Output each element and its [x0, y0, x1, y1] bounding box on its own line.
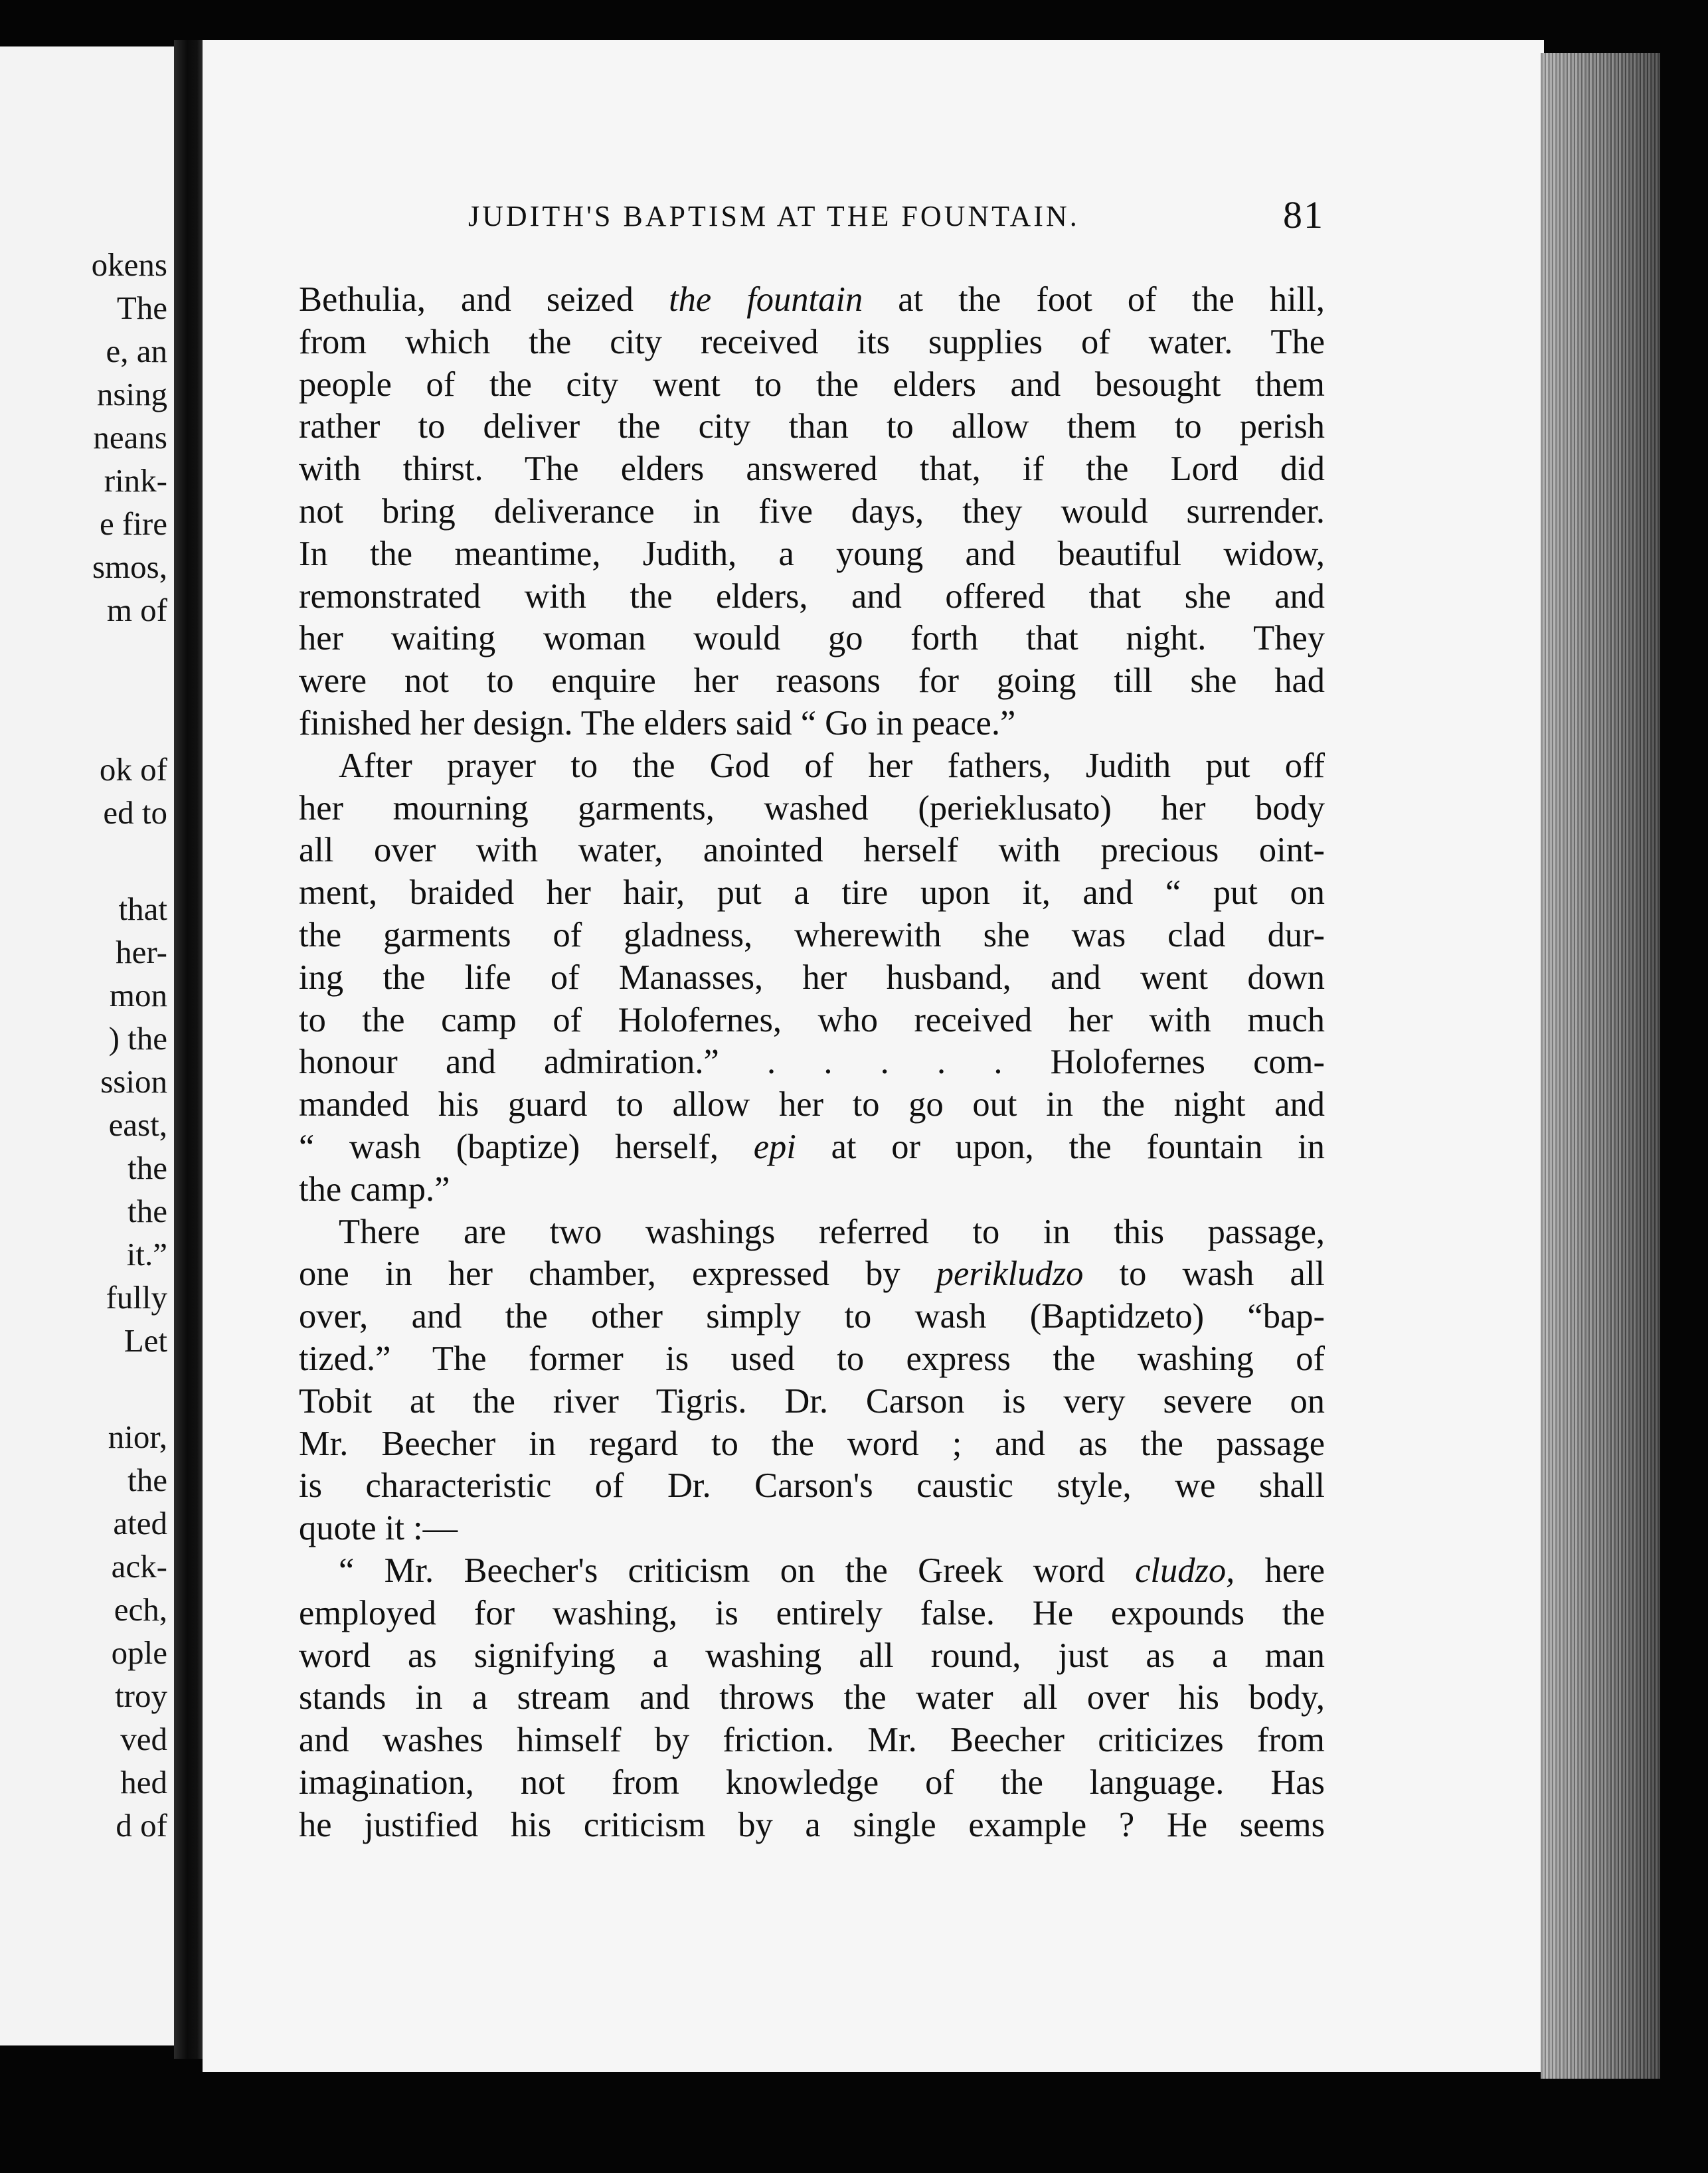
previous-page-line: smos,: [92, 549, 167, 585]
previous-page-line: The: [116, 290, 167, 326]
previous-page-line: neans: [93, 419, 167, 456]
text-line: [299, 1508, 1325, 1550]
previous-page-line: ople: [111, 1634, 167, 1671]
text-run: her waiting woman would go forth that night. They: [299, 619, 1325, 658]
text-run: to the camp of Holofernes, who received her with much: [299, 1000, 1325, 1039]
text-line: [299, 1762, 1325, 1804]
text-run: to wash all: [1083, 1255, 1325, 1294]
text-run: manded his guard to allow her to go out in the night and: [299, 1085, 1325, 1124]
previous-page-line: e fire: [100, 505, 167, 542]
previous-page-line: m of: [106, 592, 167, 628]
text-line: [299, 406, 1325, 448]
text-line: [299, 1550, 1325, 1593]
text-line: [299, 491, 1325, 533]
text-line: [299, 279, 1325, 321]
text-run: all over with water, anointed herself with precious oint-: [299, 831, 1325, 870]
previous-page-line: ated: [113, 1505, 167, 1541]
previous-page-line: ack-: [111, 1548, 167, 1585]
text-line: [299, 1338, 1325, 1381]
italic-term: cludzo,: [1135, 1551, 1235, 1590]
text-run: at the foot of the hill,: [863, 280, 1325, 319]
text-run: people of the city went to the elders and besought them: [299, 365, 1325, 404]
previous-page-line: the: [128, 1193, 167, 1229]
previous-page-line: d of: [116, 1807, 167, 1844]
previous-page-line: ok of: [99, 751, 167, 788]
previous-page-line: ved: [120, 1721, 167, 1757]
text-run: at or upon, the fountain in: [796, 1127, 1325, 1166]
previous-page-line: ech,: [114, 1591, 167, 1628]
text-line: [299, 1381, 1325, 1423]
text-run: quote it :—: [299, 1509, 458, 1548]
page-number: 81: [1283, 193, 1324, 236]
previous-page-line: e, an: [106, 333, 167, 369]
text-run: ing the life of Manasses, her husband, and went down: [299, 958, 1325, 997]
text-run: the camp.”: [299, 1170, 450, 1209]
text-run: ment, braided her hair, put a tire upon it, and “ put on: [299, 873, 1325, 913]
text-run: employed for washing, is entirely false. He expounds the: [299, 1593, 1325, 1632]
text-run: here: [1235, 1551, 1325, 1590]
text-run: honour and admiration.” . . . . . Holofernes com-: [299, 1043, 1325, 1082]
running-header: JUDITH'S BAPTISM AT THE FOUNTAIN.: [468, 200, 1080, 232]
text-line: [299, 1169, 1325, 1211]
text-line: [299, 1423, 1325, 1466]
text-line: [299, 1635, 1325, 1678]
body-text: [299, 279, 1325, 1846]
text-run: There are two washings referred to in this passage,: [339, 1212, 1325, 1251]
text-run: tized.” The former is used to express the washing of: [299, 1339, 1325, 1378]
previous-page-line: her-: [116, 934, 167, 970]
previous-page-line: it.”: [126, 1236, 167, 1272]
text-run: he justified his criticism by a single example ? He seems: [299, 1805, 1325, 1844]
text-run: and washes himself by friction. Mr. Beecher criticizes from: [299, 1721, 1325, 1760]
text-run: “ Mr. Beecher's criticism on the Greek word: [339, 1551, 1136, 1590]
text-line: [299, 618, 1325, 660]
previous-page-line: nsing: [96, 376, 167, 412]
text-line: [299, 660, 1325, 703]
text-line: [299, 1000, 1325, 1042]
text-line: [299, 914, 1325, 957]
text-line: [299, 788, 1325, 830]
text-run: imagination, not from knowledge of the language. Has: [299, 1763, 1325, 1802]
text-line: [299, 321, 1325, 364]
text-run: her mourning garments, washed (perieklusato) her body: [299, 788, 1325, 827]
italic-term: the fountain: [669, 280, 863, 319]
text-line: [299, 1084, 1325, 1126]
text-line: [299, 829, 1325, 872]
text-line: [299, 1719, 1325, 1762]
previous-page-line: the: [128, 1150, 167, 1186]
previous-page: [0, 46, 179, 2045]
text-run: Bethulia, and seized: [299, 280, 669, 319]
text-run: the garments of gladness, wherewith she was clad dur-: [299, 915, 1325, 954]
text-line: [299, 1296, 1325, 1338]
text-line: [299, 872, 1325, 914]
text-line: [299, 1804, 1325, 1847]
previous-page-line: mon: [109, 977, 167, 1013]
text-run: over, and the other simply to wash (Baptidzeto) “bap-: [299, 1297, 1325, 1336]
text-run: finished her design. The elders said “ Go in peace.”: [299, 703, 1016, 742]
text-run: rather to deliver the city than to allow them to perish: [299, 407, 1325, 446]
text-line: [299, 448, 1325, 491]
italic-term: epi: [753, 1127, 796, 1166]
previous-page-line: troy: [115, 1678, 167, 1714]
text-line: [299, 576, 1325, 618]
text-run: stands in a stream and throws the water all over his body,: [299, 1678, 1325, 1717]
text-run: with thirst. The elders answered that, if the Lord did: [299, 450, 1325, 489]
text-run: one in her chamber, expressed by: [299, 1255, 936, 1294]
previous-page-line: rink-: [104, 462, 167, 499]
text-run: After prayer to the God of her fathers, Judith put off: [339, 746, 1325, 785]
text-run: Tobit at the river Tigris. Dr. Carson is very severe on: [299, 1381, 1325, 1421]
text-run: remonstrated with the elders, and offered that she and: [299, 576, 1325, 616]
page-edges: [1541, 53, 1660, 2079]
previous-page-line: ) the: [108, 1020, 167, 1057]
previous-page-line: east,: [108, 1106, 167, 1143]
italic-term: perikludzo: [936, 1255, 1084, 1294]
previous-page-line: ed to: [103, 794, 167, 831]
text-run: word as signifying a washing all round, just as a man: [299, 1636, 1325, 1675]
previous-page-line: nior,: [108, 1419, 167, 1455]
text-line: [299, 1677, 1325, 1719]
previous-page-line: ssion: [100, 1063, 167, 1100]
previous-page-line: okens: [91, 246, 167, 283]
text-run: “ wash (baptize) herself,: [299, 1127, 754, 1166]
previous-page-line: hed: [120, 1764, 167, 1800]
text-line: [299, 957, 1325, 1000]
previous-page-line: that: [118, 891, 167, 927]
text-line: [299, 533, 1325, 576]
text-run: not bring deliverance in five days, they would surrender.: [299, 491, 1325, 531]
text-run: is characteristic of Dr. Carson's caustic style, we shall: [299, 1466, 1325, 1506]
text-line: [299, 1593, 1325, 1635]
previous-page-line: fully: [106, 1279, 167, 1316]
text-line: [299, 745, 1325, 788]
text-line: [299, 1211, 1325, 1254]
text-line: [299, 1253, 1325, 1296]
text-line: [299, 703, 1325, 745]
text-run: from which the city received its supplies of water. The: [299, 322, 1325, 361]
text-line: [299, 364, 1325, 406]
text-run: Mr. Beecher in regard to the word ; and as the passage: [299, 1424, 1325, 1463]
previous-page-line: Let: [124, 1322, 167, 1359]
text-run: In the meantime, Judith, a young and beautiful widow,: [299, 534, 1325, 573]
text-line: [299, 1465, 1325, 1508]
text-line: [299, 1126, 1325, 1169]
text-run: were not to enquire her reasons for going till she had: [299, 661, 1325, 701]
text-line: [299, 1041, 1325, 1084]
previous-page-line: the: [128, 1462, 167, 1498]
